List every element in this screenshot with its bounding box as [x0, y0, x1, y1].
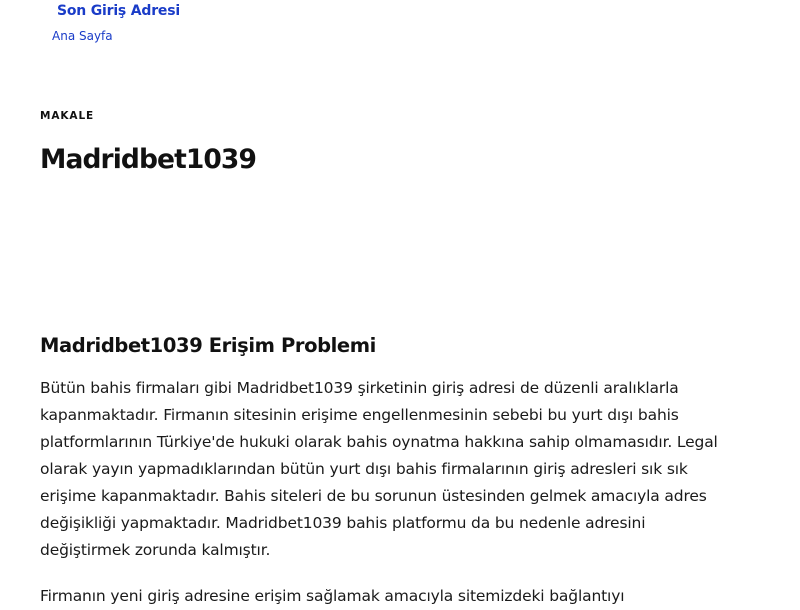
paragraph-access-problem	[40, 375, 730, 564]
nav-link-home[interactable]: Ana Sayfa	[52, 29, 113, 43]
paragraph-line: olarak yayın yapmadıklarından bütün yurt dışı bahis firmalarının giriş adresleri sık sık	[40, 460, 688, 478]
paragraph-line: kapanmaktadır. Firmanın sitesinin erişime engellenmesinin sebebi bu yurt dışı bahis	[40, 406, 679, 424]
paragraph-line: Firmanın yeni giriş adresine erişim sağlamak amacıyla sitemizdeki bağlantıyı	[40, 587, 625, 605]
paragraph-line: erişime kapanmaktadır. Bahis siteleri de bu sorunun üstesinden gelmek amacıyla adres	[40, 487, 707, 505]
paragraph-new-address	[40, 583, 730, 610]
section-heading: Madridbet1039 Erişim Problemi	[40, 334, 376, 357]
page-title: Madridbet1039	[40, 144, 257, 175]
paragraph-line: Bütün bahis firmaları gibi Madridbet1039 şirketinin giriş adresi de düzenli aralıklarla	[40, 379, 679, 397]
paragraph-line: değişikliği yapmaktadır. Madridbet1039 bahis platformu da bu nedenle adresini	[40, 514, 646, 532]
category-label: MAKALE	[40, 110, 95, 122]
site-title-link[interactable]: Son Giriş Adresi	[57, 3, 180, 19]
site-header	[0, 0, 800, 60]
paragraph-line: platformlarının Türkiye'de hukuki olarak bahis oynatma hakkına sahip olmamasıdır. Legal	[40, 433, 718, 451]
paragraph-line: değiştirmek zorunda kalmıştır.	[40, 541, 271, 559]
